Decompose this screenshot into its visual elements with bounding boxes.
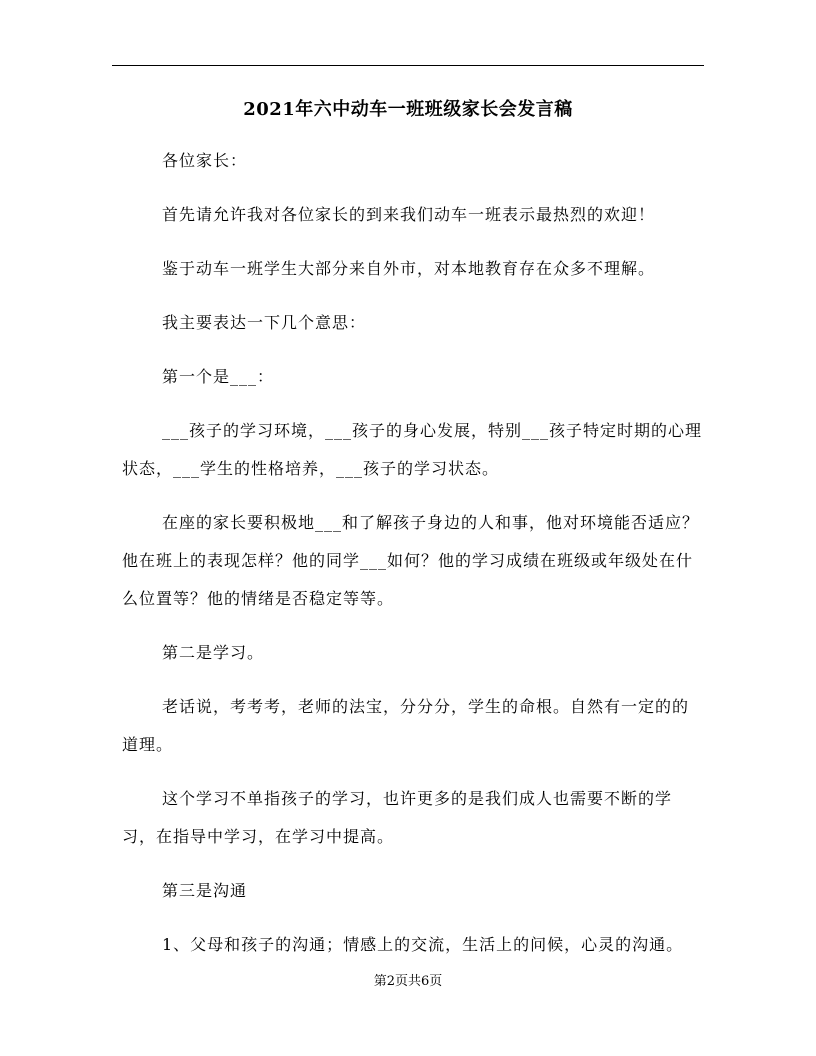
paragraph: 在座的家长要积极地___和了解孩子身边的人和事，他对环境能否适应？他在班上的表现怎样？他的同学___如何？他的学习成绩在班级或年级处在什么位置等？他的情绪是否稳定等等。 xyxy=(122,513,700,608)
paragraph: 首先请允许我对各位家长的到来我们动车一班表示最热烈的欢迎！ xyxy=(162,205,656,224)
paragraph: 第二是学习。 xyxy=(162,643,265,662)
page-footer: 第2页共6页 xyxy=(373,974,443,989)
document-title: 2021年六中动车一班班级家长会发言稿 xyxy=(243,99,573,120)
paragraph: 老话说，考考考，老师的法宝，分分分，学生的命根。自然有一定的的道理。 xyxy=(122,697,690,754)
paragraph: 各位家长： xyxy=(162,151,248,170)
header-rule xyxy=(112,65,704,66)
paragraph: 这个学习不单指孩子的学习，也许更多的是我们成人也需要不断的学习，在指导中学习，在学习中提高。 xyxy=(122,789,673,846)
document-body xyxy=(122,142,702,980)
paragraph: ___孩子的学习环境，___孩子的身心发展，特别___孩子特定时期的心理状态，___学生的性格培养，___孩子的学习状态。 xyxy=(122,421,703,478)
paragraph: 鉴于动车一班学生大部分来自外市，对本地教育存在众多不理解。 xyxy=(162,259,656,278)
paragraph: 第三是沟通 xyxy=(162,881,248,900)
paragraph: 我主要表达一下几个意思： xyxy=(162,313,367,332)
paragraph: 1、父母和孩子的沟通；情感上的交流，生活上的问候，心灵的沟通。 xyxy=(162,935,684,954)
paragraph: 第一个是___： xyxy=(162,367,275,386)
